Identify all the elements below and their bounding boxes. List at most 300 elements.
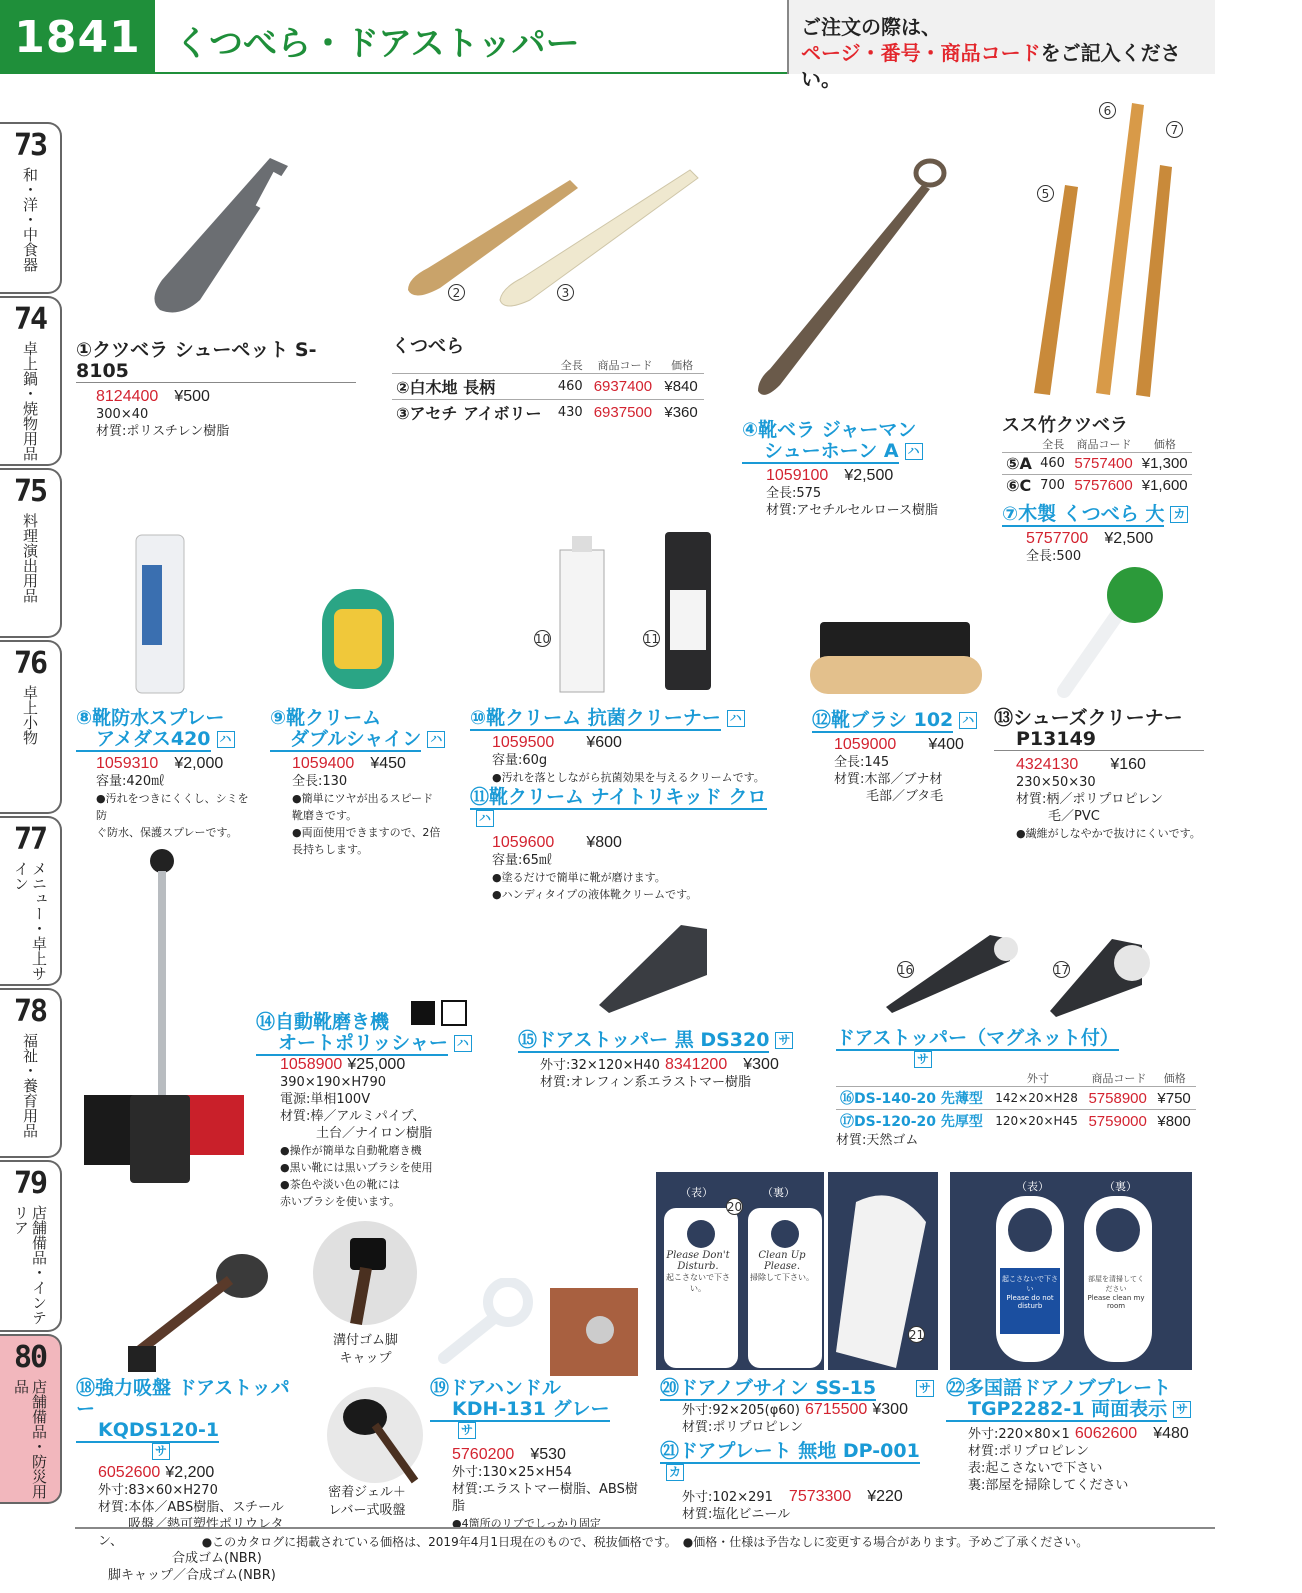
name-line1: ⑳ドアノブサイン SS-15: [660, 1377, 877, 1399]
sign-text-en: Clean Up Please.: [758, 1250, 806, 1272]
row-name: ⑯DS-140-20 先薄型: [836, 1087, 991, 1110]
name-line2: KQDS120-1: [76, 1419, 219, 1443]
size-code-price: [660, 1399, 938, 1419]
th-code: 商品コード: [597, 359, 653, 372]
product-size: 300×40: [96, 407, 149, 422]
item-marker: 11: [643, 631, 660, 646]
row-price: ¥1,600: [1138, 475, 1192, 497]
row-name: ⑰DS-120-20 先厚型: [836, 1110, 991, 1133]
item-marker: 21: [908, 1327, 925, 1342]
table-row: [392, 400, 704, 426]
product-note: [76, 790, 256, 841]
product-code: 8124400: [96, 388, 159, 405]
table-row: [1002, 453, 1192, 475]
product-size: 外寸:220×80×1: [968, 1427, 1070, 1442]
product-21: [660, 1441, 938, 1523]
row-code: 5757400: [1070, 453, 1137, 475]
product-material: 材質:アセチルセルロース樹脂: [766, 503, 938, 518]
row-code: 6937500: [590, 400, 661, 426]
product-price: ¥160: [1110, 756, 1146, 773]
product-name: [994, 708, 1204, 751]
product-code: 7573300: [788, 1488, 852, 1505]
th-code: 商品コード: [1091, 1072, 1147, 1085]
th-length: 全長: [1042, 438, 1065, 451]
th-price: 価格: [671, 359, 694, 372]
sign-22-front-label: （表）: [1016, 1180, 1049, 1193]
tab-label: 店舗備品・インテリア: [12, 1205, 48, 1325]
group-title: くつべら: [392, 336, 464, 357]
row-name: ③アセチ アイボリー: [392, 400, 554, 426]
rubber-cap-detail-image: [310, 1218, 420, 1328]
name-line2: P13149: [1016, 728, 1097, 750]
product-price: ¥2,200: [165, 1464, 215, 1481]
name-line2: オートポリッシャー: [256, 1032, 448, 1056]
tab-number: 73: [13, 128, 47, 163]
product-16-17: [836, 1028, 1196, 1149]
mat-line: 材質:木部／ブナ材: [834, 772, 943, 787]
name-line2: ダブルシャイン: [270, 728, 421, 752]
size-code-price: [660, 1483, 938, 1506]
product-length: 全長:130: [292, 774, 348, 789]
row-price: ¥750: [1153, 1087, 1196, 1110]
product-code: 5757700: [1026, 530, 1089, 547]
product-price: ¥220: [867, 1488, 903, 1505]
row-name: ②白木地 長柄: [392, 374, 554, 400]
tab-label: 和・洋・中食器: [21, 167, 39, 272]
sign-text-en: Please Don't Disturb.: [666, 1250, 730, 1272]
tab-label: 料理演出用品: [21, 513, 39, 603]
product-note: ●汚れを落としながら抗菌効果を与えるクリームです。: [492, 771, 765, 784]
note-line: ●黒い靴には黒いブラシを使用: [280, 1161, 433, 1174]
code-price: [76, 750, 256, 773]
note-line2: ぐ防水、保護スプレーです。: [96, 826, 238, 839]
product-price: ¥500: [174, 388, 210, 405]
sign-text-jp: 起こさないで下さい。: [666, 1273, 730, 1293]
product-1: [76, 340, 356, 440]
shoehorn-2-3-image: [400, 160, 710, 310]
product-13: [994, 708, 1204, 842]
product-size: 外寸:83×60×H270: [98, 1483, 218, 1498]
sign-22-back-text: [1086, 1274, 1146, 1310]
product-note: [470, 869, 790, 903]
name-line2: KDH-131 グレー: [430, 1398, 610, 1422]
tab-label: 卓上鍋・焼物用品: [21, 341, 39, 461]
tab-73[interactable]: [0, 122, 62, 294]
table-row: [392, 374, 704, 400]
sign-22-front-text: [1000, 1274, 1060, 1310]
cream-sponge-image: [318, 585, 398, 695]
tab-80[interactable]: [0, 1334, 62, 1504]
product-name: [76, 708, 256, 750]
code-price: [76, 1462, 308, 1482]
supplier-badge: ハ: [905, 443, 923, 460]
notice-line1: ご注文の際は、: [801, 15, 941, 39]
supplier-badge: ハ: [959, 712, 977, 729]
order-notice: [787, 0, 1215, 91]
product-material: 材質:ポリスチレン樹脂: [96, 424, 230, 439]
row-price: ¥840: [660, 374, 704, 400]
caption-line: キャップ: [339, 1351, 392, 1366]
product-code: 1058900: [280, 1056, 343, 1073]
name-line2: アメダス420: [76, 728, 211, 752]
name-line1: ⑧靴防水スプレー: [76, 707, 225, 729]
group-title: スス竹クツベラ: [1002, 415, 1128, 436]
name-line1: ⑲ドアハンドル: [430, 1377, 561, 1399]
product-price: ¥400: [928, 736, 964, 753]
product-9: [270, 708, 460, 858]
sign-clean-up-please: [746, 1250, 818, 1283]
row-length: 460: [554, 374, 590, 400]
door-stopper-15-image: [595, 915, 715, 1015]
sign-front-label: （表）: [680, 1186, 713, 1199]
note-line: ●塗るだけで簡単に靴が磨けます。: [492, 871, 666, 884]
row-price: ¥360: [660, 400, 704, 426]
tab-75[interactable]: [0, 468, 62, 638]
code-price: [470, 829, 790, 852]
size-code-price: [518, 1051, 798, 1074]
product-code: 6052600: [98, 1464, 161, 1481]
tab-76[interactable]: [0, 640, 62, 814]
product-size: 外寸:92×205(φ60): [682, 1403, 800, 1418]
door-handle-image: [430, 1278, 640, 1378]
row-size: 142×20×H28: [991, 1087, 1084, 1110]
product-14: [256, 1012, 476, 1210]
row-code: 5758900: [1084, 1087, 1153, 1110]
product-name: [1002, 504, 1192, 525]
product-name: [270, 708, 460, 750]
tab-label: 福祉・養育用品: [21, 1033, 39, 1138]
product-code: 1059400: [292, 755, 355, 772]
mat-line: 土台／ナイロン樹脂: [316, 1126, 433, 1141]
sign-text-jp: 掃除して下さい。: [750, 1273, 814, 1282]
product-2-3: [392, 336, 704, 425]
name-line2: シューホーン A: [742, 440, 899, 464]
spray-can-image: [128, 525, 193, 695]
code-price: [812, 731, 982, 754]
product-code: 8341200: [664, 1056, 728, 1073]
product-size: 外寸:32×120×H40: [540, 1058, 660, 1073]
supplier-badge: サ: [916, 1380, 934, 1397]
auto-polisher-image: [80, 845, 250, 1190]
shoehorn-1-image: [140, 150, 300, 320]
mat-line: 吸盤／熱可塑性ポリウレタン、: [98, 1517, 284, 1549]
row-price: ¥1,300: [1138, 453, 1192, 475]
item-marker: 10: [534, 631, 551, 646]
item-marker: 20: [726, 1199, 743, 1214]
mat-line: 脚キャップ／合成ゴム(NBR): [108, 1568, 276, 1583]
row-length: 460: [1036, 453, 1070, 475]
supplier-badge: カ: [1170, 506, 1188, 523]
page-title: くつべら・ドアストッパー: [175, 24, 580, 64]
product-code: 1059000: [834, 736, 897, 753]
tab-77[interactable]: [0, 816, 62, 986]
product-name: [470, 787, 790, 829]
product-length: 全長:500: [1026, 549, 1082, 564]
item-marker: 16: [897, 962, 914, 977]
name-line1: ⑱強力吸盤 ドアストッパー: [76, 1377, 290, 1420]
note-line: ●両面使用できますので、2倍: [292, 826, 441, 839]
note-line: 靴磨きです。: [292, 809, 358, 822]
product-note: [270, 790, 460, 858]
supplier-badge: ハ: [454, 1035, 472, 1052]
row-length: 430: [554, 400, 590, 426]
name-line1: ⑩靴クリーム 抗菌クリーナー: [470, 707, 721, 729]
product-price: ¥800: [586, 834, 622, 851]
product-name: [742, 420, 942, 462]
product-price: ¥2,000: [174, 755, 224, 772]
shoe-cleaner-image: [1040, 565, 1170, 700]
product-size: 外寸:102×291: [682, 1490, 773, 1505]
name-line1: ⑮ドアストッパー 黒 DS320: [518, 1029, 770, 1051]
product-capacity: 容量:60g: [492, 753, 548, 768]
supplier-badge: ハ: [427, 731, 445, 748]
product-19: [430, 1378, 645, 1532]
shoehorn-4-image: [750, 155, 950, 405]
product-note: ●4箇所のリブでしっかり固定: [452, 1517, 601, 1530]
product-4: [742, 420, 942, 519]
supplier-badge: サ: [152, 1443, 170, 1460]
bamboo-shoehorns-image: [1010, 95, 1200, 405]
product-name: [946, 1378, 1196, 1420]
row-price: ¥800: [1153, 1110, 1196, 1133]
product-note: [256, 1142, 476, 1210]
mat-line: 材質:棒／アルミパイプ、: [280, 1109, 426, 1124]
product-code: 1059600: [492, 834, 555, 851]
product-price: ¥300: [743, 1056, 779, 1073]
product-length: 全長:145: [834, 755, 890, 770]
note-line: ●簡単にツヤが出るスピード: [292, 792, 434, 805]
product-code: 1059310: [96, 755, 159, 772]
th-size: 外寸: [1026, 1072, 1049, 1085]
supplier-badge: サ: [914, 1051, 932, 1068]
size-code-price: [946, 1420, 1196, 1443]
product-code: 1059500: [492, 734, 555, 751]
product-18: [76, 1378, 308, 1584]
product-code: 5760200: [452, 1446, 515, 1463]
suction-stopper-image: [110, 1240, 280, 1380]
page-footer: ●このカタログに掲載されている価格は、2019年4月1日現在のもので、税抜価格です。 ●価格・仕様は予告なしに変更する場合があります。予めご了承ください。: [75, 1527, 1215, 1550]
table-row: [836, 1110, 1196, 1133]
product-name: ①クツベラ シューペット S-8105: [76, 340, 356, 383]
product-5-6: [1002, 415, 1192, 496]
supplier-badge: ハ: [217, 731, 235, 748]
product-size: 230×50×30: [1016, 775, 1096, 790]
door-stopper-16-17-image: [880, 925, 1170, 1020]
code-price: [470, 729, 790, 752]
tab-78[interactable]: [0, 988, 62, 1158]
product-price: ¥600: [586, 734, 622, 751]
product-10: [470, 708, 790, 786]
product-material: [812, 771, 982, 805]
door-sign-22-image: [950, 1172, 1192, 1370]
note-line: 赤いブラシを使います。: [280, 1195, 401, 1208]
item-marker: 5: [1037, 185, 1054, 202]
name-line1: ㉑ドアプレート 無地 DP-001: [660, 1440, 920, 1462]
product-material: 材質:塩化ビニール: [682, 1507, 791, 1522]
note-line1: ●汚れをつきにくくし、シミを防: [96, 792, 249, 822]
product-8: [76, 708, 256, 841]
tab-label: 店舗備品・防災用品: [12, 1379, 48, 1499]
row-name: ⑤A: [1002, 453, 1036, 475]
title-text: ドアストッパー（マグネット付）: [836, 1027, 1119, 1049]
product-note: ●繊維がしなやかで抜けにくいです。: [1016, 827, 1201, 840]
row-code: 5759000: [1084, 1110, 1153, 1133]
suction-detail-image: [325, 1385, 425, 1485]
note-line: ●操作が簡単な自動靴磨き機: [280, 1144, 422, 1157]
note-line: ●茶色や淡い色の靴には: [280, 1178, 400, 1191]
product-name: [470, 708, 790, 729]
name-line1: ⑭自動靴磨き機: [256, 1011, 390, 1033]
product-22: [946, 1378, 1196, 1494]
item-marker: 2: [448, 284, 465, 301]
product-material: 材質:ポリプロピレン: [968, 1444, 1090, 1459]
product-material: [994, 791, 1204, 825]
sign-back-label: （裏）: [762, 1186, 795, 1199]
name-line1: ④靴ベラ ジャーマン: [742, 419, 917, 441]
supplier-badge: サ: [458, 1422, 476, 1439]
feature-icons: [410, 1000, 470, 1028]
tab-number: 76: [13, 646, 47, 681]
name-line1: ⑨靴クリーム: [270, 707, 382, 729]
spec-table: [1002, 436, 1192, 496]
product-11: [470, 787, 790, 903]
product-name: [660, 1441, 938, 1483]
supplier-badge: ハ: [727, 710, 745, 727]
tab-79[interactable]: [0, 1160, 62, 1332]
product-capacity: 容量:65㎖: [492, 853, 552, 868]
notice-line2: [801, 40, 1215, 92]
product-material: 材質:ポリプロピレン: [682, 1420, 804, 1435]
spec-table: [392, 357, 704, 425]
product-size: 390×190×H790: [280, 1075, 386, 1090]
group-title: [836, 1028, 1196, 1070]
mat-line: 合成ゴム(NBR): [172, 1551, 262, 1566]
product-length: 全長:575: [766, 486, 822, 501]
supplier-badge: サ: [775, 1032, 793, 1049]
tab-number: 80: [13, 1340, 47, 1375]
table-row: [836, 1087, 1196, 1110]
product-power: 電源:単相100V: [280, 1092, 371, 1107]
product-price: ¥25,000: [347, 1056, 406, 1073]
mat-line: 材質:柄／ポリプロピレン: [1016, 792, 1164, 807]
name-line2: TGP2282-1 両面表示: [946, 1398, 1167, 1422]
name-line1: ⑦木製 くつべら 大: [1002, 503, 1165, 525]
supplier-badge: ハ: [476, 810, 494, 827]
product-price: ¥530: [530, 1446, 566, 1463]
tab-number: 78: [13, 994, 47, 1029]
item-marker: 6: [1099, 102, 1116, 119]
code-price: [994, 751, 1204, 774]
name-line1: ⑪靴クリーム ナイトリキッド クロ: [470, 786, 767, 808]
product-material: [256, 1108, 476, 1142]
th-price: 価格: [1153, 438, 1176, 451]
product-size: 外寸:130×25×H54: [452, 1465, 572, 1480]
note-line: 長持ちします。: [292, 843, 369, 856]
sign-text-en: Please do not disturb: [1006, 1294, 1054, 1310]
tab-74[interactable]: [0, 296, 62, 466]
code-price: [430, 1441, 645, 1464]
product-code: 1059100: [766, 467, 829, 484]
back-text: 裏:部屋を掃除してください: [968, 1478, 1129, 1493]
name-line1: ㉒多国語ドアノブプレート: [946, 1377, 1172, 1399]
notice-red: ページ・番号・商品コード: [801, 41, 1041, 65]
product-code: 6062600: [1074, 1425, 1138, 1442]
row-name: ⑥C: [1002, 475, 1036, 497]
sign-22-back-label: （裏）: [1104, 1180, 1137, 1193]
mat-line: 材質:本体／ABS樹脂、スチール: [98, 1500, 284, 1515]
product-capacity: 容量:420㎖: [96, 774, 165, 789]
sign-please-dont-disturb: [662, 1250, 734, 1294]
sign-text-jp: 起こさないで下さい: [1002, 1275, 1058, 1293]
supplier-badge: カ: [666, 1464, 684, 1481]
product-name: [660, 1378, 938, 1399]
cream-tube-bottle-image: [550, 530, 720, 695]
supplier-badge: サ: [1173, 1401, 1191, 1418]
caption-line: 密着ジェル＋: [328, 1485, 406, 1500]
product-material: 材質:天然ゴム: [836, 1133, 919, 1148]
product-name: [430, 1378, 645, 1441]
row-code: 6937400: [590, 374, 661, 400]
product-price: ¥2,500: [1104, 530, 1154, 547]
code-price: [76, 383, 356, 406]
tab-number: 77: [13, 822, 47, 857]
caption-rubber-cap: [318, 1332, 413, 1368]
caption-line: 溝付ゴム脚: [332, 1333, 398, 1348]
product-price: ¥480: [1153, 1425, 1189, 1442]
product-code: 4324130: [1016, 756, 1079, 773]
code-price: [742, 462, 942, 485]
th-price: 価格: [1163, 1072, 1186, 1085]
th-code: 商品コード: [1076, 438, 1132, 451]
item-marker: 17: [1053, 962, 1070, 977]
tab-label: メニュー・卓上サイン: [12, 861, 48, 981]
notice-rest: をご記入ください。: [801, 41, 1181, 91]
product-15: [518, 1030, 798, 1091]
product-material: 材質:エラストマー樹脂、ABS樹脂: [452, 1482, 638, 1514]
row-length: 700: [1036, 475, 1070, 497]
sign-text-en: Please clean my room: [1087, 1294, 1145, 1310]
row-size: 120×20×H45: [991, 1110, 1084, 1133]
product-name: [812, 710, 982, 731]
product-price: ¥300: [872, 1401, 908, 1418]
tab-label: 卓上小物: [21, 685, 39, 745]
tab-number: 79: [13, 1166, 47, 1201]
shoe-brush-image: [806, 618, 986, 698]
product-code: 6715500: [804, 1401, 868, 1418]
product-name: [518, 1030, 798, 1051]
product-price: ¥2,500: [844, 467, 894, 484]
caption-suction: [312, 1484, 422, 1520]
note-line: ●ハンディタイプの液体靴クリームです。: [492, 888, 698, 901]
product-7: [1002, 504, 1192, 565]
code-price: [270, 750, 460, 773]
row-code: 5757600: [1070, 475, 1137, 497]
name-line1: ⑫靴ブラシ 102: [812, 709, 954, 731]
table-row: [1002, 475, 1192, 497]
tab-number: 75: [13, 474, 47, 509]
page-number: 1841: [0, 0, 155, 74]
caption-line: レバー式吸盤: [328, 1503, 406, 1518]
code-price: [256, 1054, 476, 1074]
item-marker: 7: [1166, 121, 1183, 138]
name-line1: ⑬シューズクリーナー: [994, 707, 1183, 729]
th-length: 全長: [560, 359, 583, 372]
product-20: [660, 1378, 938, 1436]
front-text: 表:起こさないで下さい: [968, 1461, 1103, 1476]
product-price: ¥450: [370, 755, 406, 772]
product-material: 材質:オレフィン系エラストマー樹脂: [540, 1075, 751, 1090]
item-marker: 3: [557, 284, 574, 301]
